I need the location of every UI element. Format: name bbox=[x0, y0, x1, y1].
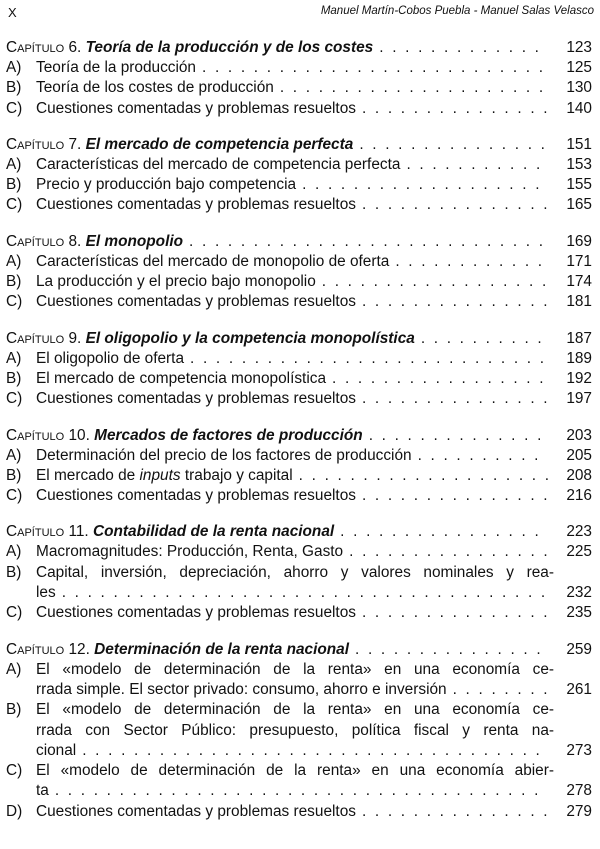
leader-dots bbox=[355, 639, 548, 660]
toc-entry bbox=[6, 542, 592, 562]
toc-entry-line bbox=[6, 583, 592, 603]
chapter-page-number: 169 bbox=[566, 232, 592, 250]
chapter-heading bbox=[6, 134, 592, 155]
chapter-section bbox=[6, 639, 592, 822]
chapter-section bbox=[6, 134, 592, 216]
leader-dots bbox=[349, 542, 548, 562]
chapter-page-number: 203 bbox=[566, 426, 592, 444]
entry-text: rrada simple. El sector privado: consumo, ahorro e inversión bbox=[36, 680, 447, 698]
chapter-label: Capítulo 12. bbox=[6, 640, 90, 658]
entry-page-number: 130 bbox=[566, 79, 592, 97]
chapter-title-group bbox=[6, 37, 373, 58]
entry-letter: B) bbox=[6, 701, 22, 719]
chapter-page-number: 223 bbox=[566, 523, 592, 541]
leader-dots bbox=[362, 389, 548, 409]
entry-text: Cuestiones comentadas y problemas resueltos bbox=[36, 99, 356, 117]
leader-dots bbox=[299, 466, 548, 486]
toc-entry bbox=[6, 99, 592, 119]
entry-letter: A) bbox=[6, 59, 22, 76]
leader-dots bbox=[362, 292, 548, 312]
chapter-heading bbox=[6, 639, 592, 660]
leader-dots bbox=[62, 583, 548, 603]
toc-entry bbox=[6, 272, 592, 292]
entry-text-emphasis: inputs bbox=[139, 466, 181, 484]
entry-page-number: 208 bbox=[566, 466, 592, 484]
chapter-title: El oligopolio y la competencia monopolística bbox=[85, 329, 415, 347]
toc-entry bbox=[6, 195, 592, 215]
chapter-label: Capítulo 10. bbox=[6, 426, 90, 444]
entry-page-number: 278 bbox=[566, 782, 592, 800]
chapter-title-group bbox=[6, 328, 415, 349]
chapter-title: El mercado de competencia perfecta bbox=[85, 135, 354, 153]
entry-letter: B) bbox=[6, 369, 22, 387]
entry-text: Cuestiones comentadas y problemas resueltos bbox=[36, 196, 356, 214]
chapter-page-number: 187 bbox=[566, 329, 592, 347]
chapter-label: Capítulo 9. bbox=[6, 329, 82, 347]
chapter-title-group bbox=[6, 521, 334, 542]
entry-text: El «modelo de determinación de la renta» en una economía abier- bbox=[36, 762, 554, 780]
chapter-section bbox=[6, 425, 592, 507]
entry-page-number: 181 bbox=[566, 293, 592, 311]
entry-page-number: 153 bbox=[566, 155, 592, 173]
chapter-heading bbox=[6, 425, 592, 446]
entry-letter: C) bbox=[6, 604, 23, 622]
entry-letter: B) bbox=[6, 79, 22, 97]
entry-text: Capital, inversión, depreciación, ahorro y valores nominales y rea- bbox=[36, 563, 554, 581]
table-of-contents bbox=[6, 37, 592, 837]
toc-entry-line bbox=[6, 700, 592, 720]
chapter-section bbox=[6, 231, 592, 313]
leader-dots bbox=[322, 272, 548, 292]
entry-letter: A) bbox=[6, 446, 22, 464]
entry-page-number: 189 bbox=[566, 349, 592, 367]
toc-entry bbox=[6, 252, 592, 272]
leader-dots bbox=[418, 446, 548, 466]
toc-entry-line bbox=[6, 660, 592, 680]
chapter-heading bbox=[6, 231, 592, 252]
toc-entry bbox=[6, 486, 592, 506]
entry-letter: A) bbox=[6, 349, 22, 367]
entry-page-number: 155 bbox=[566, 176, 592, 194]
leader-dots bbox=[302, 175, 548, 195]
leader-dots bbox=[362, 603, 548, 623]
chapter-label: Capítulo 7. bbox=[6, 135, 82, 153]
entry-letter: A) bbox=[6, 155, 22, 173]
entry-text: Teoría de los costes de producción bbox=[36, 79, 274, 97]
leader-dots bbox=[280, 78, 548, 98]
entry-page-number: 205 bbox=[566, 446, 592, 464]
entry-letter: C) bbox=[6, 390, 23, 408]
entry-text: Características del mercado de monopolio de oferta bbox=[36, 252, 390, 270]
toc-entry bbox=[6, 466, 592, 486]
toc-entry bbox=[6, 292, 592, 312]
chapter-label: Capítulo 11. bbox=[6, 523, 89, 541]
chapter-section bbox=[6, 328, 592, 410]
page-header bbox=[8, 5, 594, 21]
chapter-heading bbox=[6, 328, 592, 349]
leader-dots bbox=[406, 155, 548, 175]
toc-entry-line bbox=[6, 721, 592, 741]
chapter-title: Contabilidad de la renta nacional bbox=[93, 523, 335, 541]
toc-entry-line bbox=[6, 563, 592, 583]
entry-page-number: 279 bbox=[566, 802, 592, 820]
chapter-title-group bbox=[6, 639, 349, 660]
entry-page-number: 165 bbox=[566, 196, 592, 214]
chapter-page-number: 123 bbox=[566, 39, 592, 56]
entry-page-number: 225 bbox=[566, 543, 592, 561]
entry-page-number: 273 bbox=[566, 741, 592, 759]
entry-page-number: 174 bbox=[566, 273, 592, 291]
entry-page-number: 171 bbox=[566, 252, 592, 270]
leader-dots bbox=[362, 486, 548, 506]
entry-letter: A) bbox=[6, 252, 22, 270]
chapter-title-group bbox=[6, 425, 363, 446]
entry-text: Determinación del precio de los factores de producción bbox=[36, 446, 412, 464]
chapter-title: El monopolio bbox=[85, 232, 184, 250]
leader-dots bbox=[202, 58, 548, 78]
entry-page-number: 197 bbox=[566, 390, 592, 408]
toc-entry bbox=[6, 369, 592, 389]
toc-entry bbox=[6, 802, 592, 822]
running-head-authors: Manuel Martín-Cobos Puebla - Manuel Salas Velasco bbox=[320, 5, 594, 17]
chapter-page-number: 151 bbox=[566, 135, 592, 153]
chapter-page-number: 259 bbox=[566, 640, 592, 658]
toc-entry bbox=[6, 349, 592, 369]
entry-text-part: trabajo y capital bbox=[180, 466, 293, 484]
entry-page-number: 235 bbox=[566, 604, 592, 622]
leader-dots bbox=[395, 252, 548, 272]
chapter-heading bbox=[6, 521, 592, 542]
entry-text: Macromagnitudes: Producción, Renta, Gasto bbox=[36, 543, 344, 561]
leader-dots bbox=[189, 231, 548, 252]
toc-entry-line bbox=[6, 741, 592, 761]
entry-letter: C) bbox=[6, 99, 23, 117]
entry-text: Cuestiones comentadas y problemas resueltos bbox=[36, 604, 356, 622]
chapter-heading bbox=[6, 37, 592, 58]
leader-dots bbox=[340, 521, 548, 542]
leader-dots bbox=[82, 741, 548, 761]
leader-dots bbox=[379, 37, 548, 58]
chapter-section bbox=[6, 37, 592, 119]
entry-text: les bbox=[36, 584, 56, 602]
leader-dots bbox=[55, 781, 548, 801]
toc-entry-line bbox=[6, 680, 592, 700]
entry-page-number: 216 bbox=[566, 487, 592, 505]
entry-letter: D) bbox=[6, 802, 23, 820]
entry-text: Teoría de la producción bbox=[36, 59, 196, 76]
entry-text bbox=[36, 466, 293, 486]
entry-letter: A) bbox=[6, 543, 22, 561]
toc-entry bbox=[6, 603, 592, 623]
entry-page-number: 192 bbox=[566, 369, 592, 387]
entry-text: El oligopolio de oferta bbox=[36, 349, 185, 367]
entry-text: El «modelo de determinación de la renta» en una economía ce- bbox=[36, 701, 554, 719]
chapter-section bbox=[6, 521, 592, 623]
chapter-title-group bbox=[6, 134, 353, 155]
entry-text: La producción y el precio bajo monopolio bbox=[36, 273, 316, 291]
entry-text: rrada con Sector Público: presupuesto, política fiscal y renta na- bbox=[36, 721, 554, 739]
entry-text: Cuestiones comentadas y problemas resueltos bbox=[36, 293, 356, 311]
leader-dots bbox=[362, 99, 548, 119]
leader-dots bbox=[421, 328, 548, 349]
entry-text: Precio y producción bajo competencia bbox=[36, 176, 297, 194]
chapter-title: Mercados de factores de producción bbox=[94, 426, 363, 444]
entry-text: Cuestiones comentadas y problemas resueltos bbox=[36, 802, 356, 820]
entry-page-number: 261 bbox=[566, 680, 592, 698]
entry-text: Cuestiones comentadas y problemas resueltos bbox=[36, 487, 356, 505]
leader-dots bbox=[369, 425, 548, 446]
chapter-title-group bbox=[6, 231, 183, 252]
entry-letter: B) bbox=[6, 563, 22, 581]
toc-entry bbox=[6, 155, 592, 175]
toc-entry bbox=[6, 389, 592, 409]
leader-dots bbox=[359, 134, 548, 155]
toc-entry bbox=[6, 78, 592, 98]
entry-letter: B) bbox=[6, 176, 22, 194]
leader-dots bbox=[332, 369, 548, 389]
leader-dots bbox=[453, 680, 548, 700]
entry-page-number: 232 bbox=[566, 584, 592, 602]
entry-page-number: 125 bbox=[566, 59, 592, 76]
entry-letter: A) bbox=[6, 660, 22, 678]
entry-text: El mercado de competencia monopolística bbox=[36, 369, 327, 387]
leader-dots bbox=[190, 349, 548, 369]
entry-letter: C) bbox=[6, 196, 23, 214]
entry-letter: B) bbox=[6, 466, 22, 484]
toc-entry bbox=[6, 446, 592, 466]
chapter-title: Determinación de la renta nacional bbox=[94, 640, 350, 658]
entry-text: cional bbox=[36, 741, 77, 759]
entry-letter: C) bbox=[6, 487, 23, 505]
toc-entry-line bbox=[6, 781, 592, 801]
entry-text: ta bbox=[36, 782, 49, 800]
leader-dots bbox=[362, 195, 548, 215]
chapter-label: Capítulo 6. bbox=[6, 39, 82, 56]
toc-entry-line bbox=[6, 761, 592, 781]
toc-entry bbox=[6, 175, 592, 195]
entry-page-number: 140 bbox=[566, 99, 592, 117]
page-number-label: X bbox=[8, 5, 17, 20]
chapter-title: Teoría de la producción y de los costes bbox=[85, 39, 374, 56]
leader-dots bbox=[362, 802, 548, 822]
chapter-label: Capítulo 8. bbox=[6, 232, 82, 250]
entry-text: El «modelo de determinación de la renta» en una economía ce- bbox=[36, 660, 554, 678]
entry-text: Cuestiones comentadas y problemas resueltos bbox=[36, 390, 356, 408]
entry-text-part: El mercado de bbox=[36, 466, 140, 484]
entry-letter: B) bbox=[6, 273, 22, 291]
entry-letter: C) bbox=[6, 762, 23, 780]
entry-text: Características del mercado de competencia perfecta bbox=[36, 155, 401, 173]
toc-entry bbox=[6, 58, 592, 78]
entry-letter: C) bbox=[6, 293, 23, 311]
